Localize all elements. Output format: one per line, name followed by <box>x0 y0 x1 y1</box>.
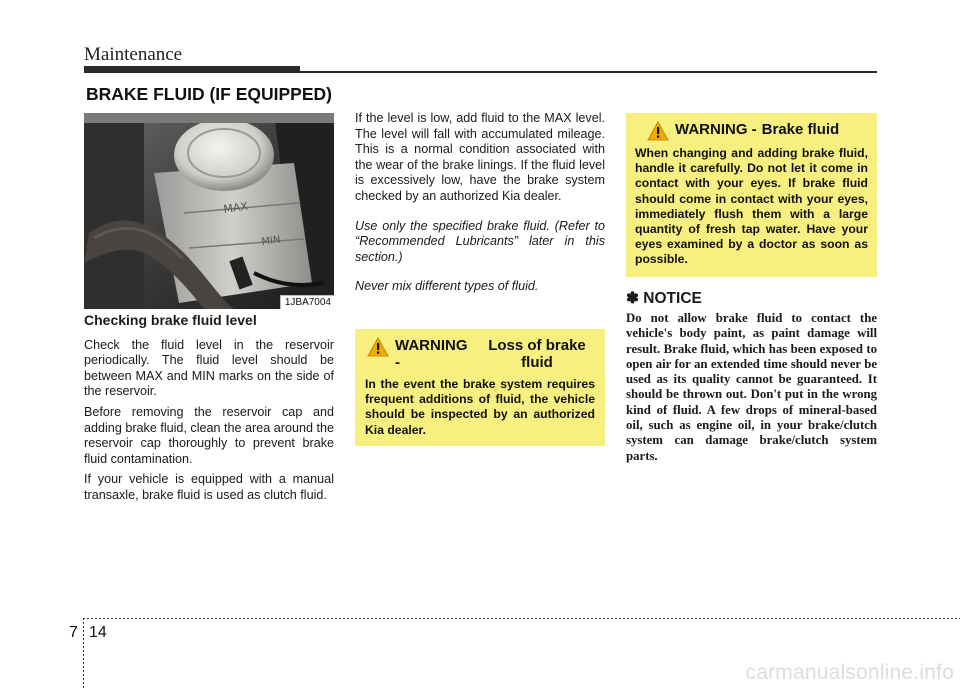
warning-icon <box>647 121 669 141</box>
reservoir-photo <box>84 113 334 309</box>
warning-icon <box>367 337 389 357</box>
checking-heading: Checking brake fluid level <box>84 312 257 328</box>
watermark: carmanualsonline.info <box>745 661 954 684</box>
header-title: Maintenance <box>84 44 183 65</box>
warning-body: When changing and adding brake fluid, handle it carefully. Do not let it come in contact with your eyes. If brake fluid should come in contact with your eyes, immediately flush them with a large quantity of fresh tap water. Have your eyes examined by a doctor as soon as possible. <box>635 146 868 267</box>
paragraph: If the level is low, add fluid to the MAX level. The level will fall with accumulated mileage. This is a normal condition associated with the wear of the brake linings. If the fluid level is excessively low, have the brake system checked by an authorized Kia dealer. <box>355 111 605 203</box>
photo-code: 1JBA7004 <box>280 295 334 309</box>
warning-subject: Loss of brake fluid <box>488 337 586 371</box>
notice-body: Do not allow brake fluid to contact the vehicle's body paint, as paint damage will result. Brake fluid, which has been exposed to open air for an extended time should never be used as its quality cannot be guaranteed. It should be thrown out. Don't put in the wrong kind of fluid. A few drops of mineral-based oil, such as engine oil, in your brake/clutch system can damage brake/clutch system parts. <box>626 311 877 463</box>
level-section <box>355 111 605 309</box>
page-number: 14 <box>89 624 107 641</box>
warning-brake-fluid <box>626 113 877 277</box>
warning-loss-of-brake-fluid <box>355 329 605 446</box>
italic-note: Use only the specified brake fluid. (Refer to “Recommended Lubricants” later in this section.) <box>355 218 605 264</box>
paragraph: If your vehicle is equipped with a manual transaxle, brake fluid is used as clutch fluid. <box>84 472 334 502</box>
notice-box <box>626 289 877 464</box>
warning-label: WARNING - <box>395 337 468 371</box>
footer-rule <box>83 618 960 619</box>
max-mark: MAX <box>222 199 249 216</box>
header-rule <box>300 71 877 73</box>
checking-section <box>84 313 334 509</box>
italic-note: Never mix different types of fluid. <box>355 279 539 294</box>
header-bar <box>84 66 300 73</box>
min-mark: MIN <box>260 234 282 248</box>
notice-title: ✽ NOTICE <box>626 290 702 307</box>
warning-title <box>367 337 595 371</box>
warning-body: In the event the brake system requires frequent additions of fluid, the vehicle should be inspected by an authorized Kia dealer. <box>365 377 595 437</box>
paragraph: Check the fluid level in the reservoir periodically. The fluid level should be between MAX and MIN marks on the side of the reservoir. <box>84 337 334 399</box>
chapter-number: 7 <box>69 624 78 641</box>
reservoir-image <box>84 113 334 309</box>
warning-label: WARNING - <box>675 121 757 138</box>
footer-divider <box>83 618 84 689</box>
section-title: BRAKE FLUID (IF EQUIPPED) <box>86 84 332 104</box>
warning-subject: Brake fluid <box>761 121 840 138</box>
paragraph: Before removing the reservoir cap and adding brake fluid, clean the area around the reservoir cap thoroughly to prevent brake fluid contamination. <box>84 404 334 466</box>
warning-title <box>647 121 868 141</box>
